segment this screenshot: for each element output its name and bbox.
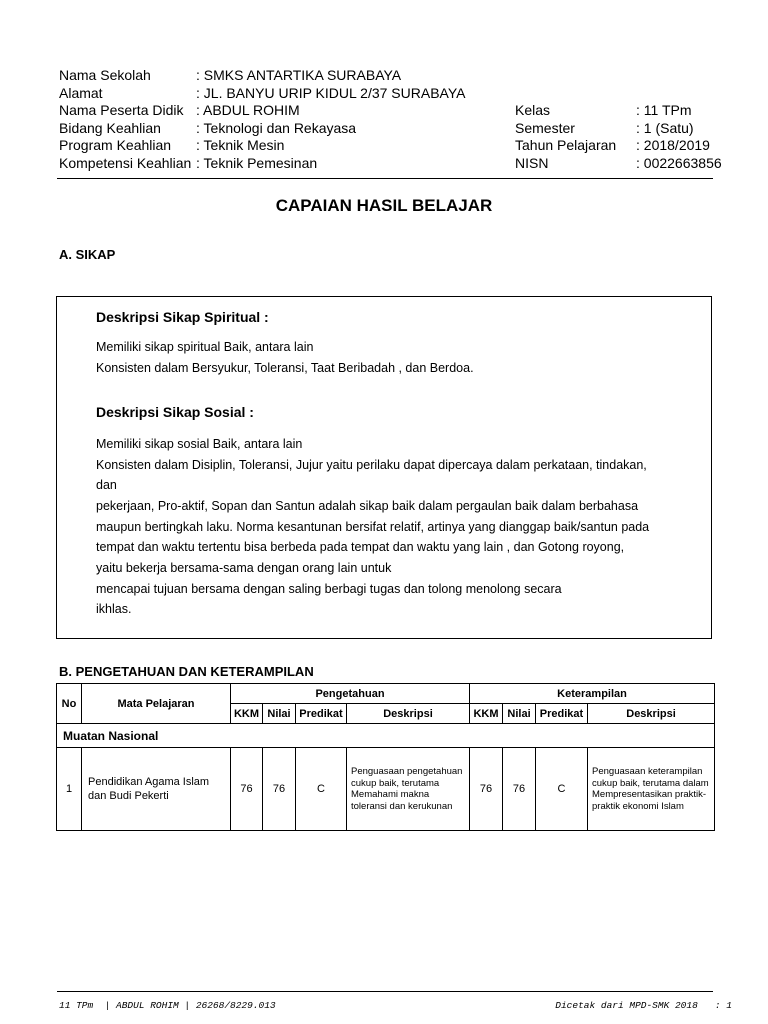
info-value: : Teknik Mesin <box>196 137 285 153</box>
row-no: 1 <box>57 748 82 831</box>
social-line: Memiliki sikap sosial Baik, antara lain <box>96 437 303 451</box>
knowledge-group-header: Pengetahuan <box>231 684 470 704</box>
student-info-left <box>59 67 465 172</box>
info-row-school <box>59 67 465 85</box>
section-a-heading: A. SIKAP <box>59 247 116 262</box>
info-label: Alamat <box>59 84 103 101</box>
student-info-right <box>515 102 722 172</box>
knowledge-nilai-header: Nilai <box>263 704 296 724</box>
info-row-field <box>59 120 465 138</box>
row-knowledge-nilai: 76 <box>263 748 296 831</box>
info-label: Semester <box>515 119 575 136</box>
col-subject-header: Mata Pelajaran <box>82 684 231 724</box>
info-label: Nama Sekolah <box>59 67 151 83</box>
header-divider <box>57 178 713 179</box>
group-label: Muatan Nasional <box>57 724 715 748</box>
knowledge-kkm-header: KKM <box>231 704 263 724</box>
knowledge-desc-header: Deskripsi <box>347 704 470 724</box>
row-skill-nilai: 76 <box>503 748 536 831</box>
row-skill-desc: Penguasaan keterampilan cukup baik, terutama dalam Mempresentasikan praktik-praktik ekonomi Islam <box>588 748 715 831</box>
table-row <box>57 748 715 831</box>
info-row-competency <box>59 155 465 173</box>
social-line: dan <box>96 478 117 492</box>
social-line: Konsisten dalam Disiplin, Toleransi, Jujur yaitu perilaku dapat dipercaya dalam perkataan, tindakan, <box>96 458 647 472</box>
row-knowledge-predikat: C <box>296 748 347 831</box>
info-value: : 11 TPm <box>636 102 692 118</box>
group-row <box>57 724 715 748</box>
info-value: : Teknologi dan Rekayasa <box>196 119 357 136</box>
social-heading: Deskripsi Sikap Sosial : <box>96 404 254 420</box>
info-label: Tahun Pelajaran <box>515 137 617 153</box>
info-value: : SMKS ANTARTIKA SURABAYA <box>196 67 402 83</box>
info-row-student-name <box>59 102 465 120</box>
social-line: pekerjaan, Pro-aktif, Sopan dan Santun adalah sikap baik dalam pergaulan baik dalam berbahasa <box>96 499 639 513</box>
info-row-semester <box>515 120 722 138</box>
info-label: Kelas <box>515 102 551 118</box>
info-label: Nama Peserta Didik <box>59 102 184 118</box>
info-value: : 0022663856 <box>636 154 722 171</box>
row-skill-kkm: 76 <box>470 748 503 831</box>
grades-table <box>56 683 715 831</box>
social-line: yaitu bekerja bersama-sama dengan orang lain untuk <box>96 561 392 575</box>
social-line: tempat dan waktu tertentu bisa berbeda pada tempat dan waktu yang lain , dan Gotong royong, <box>96 540 625 554</box>
spiritual-line: Memiliki sikap spiritual Baik, antara lain <box>96 340 314 354</box>
footer-right: Dicetak dari MPD-SMK 2018 : 1 <box>555 1000 732 1011</box>
skill-nilai-header: Nilai <box>503 704 536 724</box>
info-row-year <box>515 137 722 155</box>
info-value: : JL. BANYU URIP KIDUL 2/37 SURABAYA <box>196 84 466 101</box>
info-value: : 1 (Satu) <box>636 119 694 136</box>
info-label: Bidang Keahlian <box>59 119 161 136</box>
info-label: NISN <box>515 154 549 171</box>
info-value: : 2018/2019 <box>636 137 710 153</box>
info-row-nisn <box>515 155 722 173</box>
page-title: CAPAIAN HASIL BELAJAR <box>275 196 493 215</box>
info-value: : Teknik Pemesinan <box>196 154 318 171</box>
attitude-box <box>56 296 712 639</box>
row-skill-predikat: C <box>536 748 588 831</box>
knowledge-predikat-header: Predikat <box>296 704 347 724</box>
info-row-address <box>59 85 465 103</box>
social-line: mencapai tujuan bersama dengan saling berbagi tugas dan tolong menolong secara <box>96 582 562 596</box>
footer-divider <box>57 991 713 992</box>
row-subject: Pendidikan Agama Islam dan Budi Pekerti <box>82 748 231 831</box>
info-row-class <box>515 102 722 120</box>
spiritual-heading: Deskripsi Sikap Spiritual : <box>96 309 269 325</box>
skill-predikat-header: Predikat <box>536 704 588 724</box>
social-line: maupun bertingkah laku. Norma kesantunan bersifat relatif, artinya yang dianggap baik/santun pada <box>96 520 650 534</box>
table-header-row <box>57 684 715 704</box>
section-b-heading: B. PENGETAHUAN DAN KETERAMPILAN <box>59 664 314 679</box>
skill-kkm-header: KKM <box>470 704 503 724</box>
info-label: Kompetensi Keahlian <box>59 154 192 171</box>
spiritual-line: Konsisten dalam Bersyukur, Toleransi, Taat Beribadah , dan Berdoa. <box>96 361 474 375</box>
info-value: : ABDUL ROHIM <box>196 102 300 118</box>
info-label: Program Keahlian <box>59 137 172 153</box>
row-knowledge-kkm: 76 <box>231 748 263 831</box>
row-knowledge-desc: Penguasaan pengetahuan cukup baik, terutama Memahami makna toleransi dan kerukunan <box>347 748 470 831</box>
col-no-header: No <box>57 684 82 724</box>
info-row-program <box>59 137 465 155</box>
skill-group-header: Keterampilan <box>470 684 715 704</box>
skill-desc-header: Deskripsi <box>588 704 715 724</box>
footer-left: 11 TPm | ABDUL ROHIM | 26268/8229.013 <box>59 1000 276 1011</box>
social-line: ikhlas. <box>96 602 132 616</box>
